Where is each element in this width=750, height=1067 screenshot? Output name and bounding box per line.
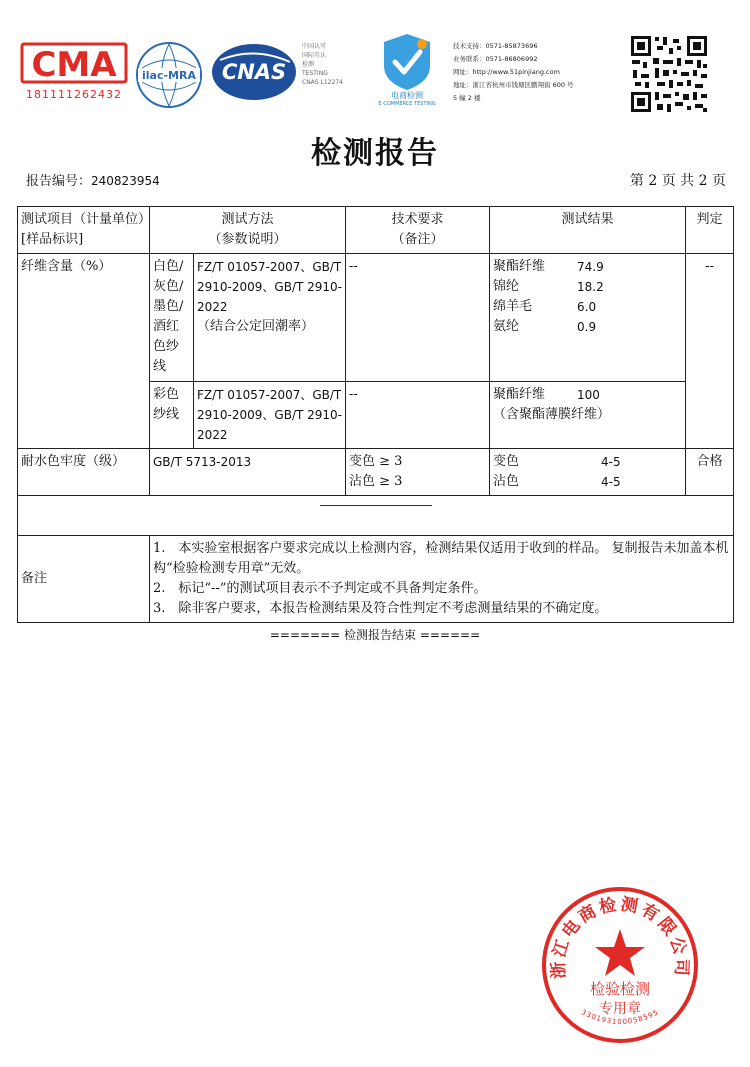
result-cell (490, 254, 686, 382)
water-item: 耐水色牢度（级） (18, 449, 150, 496)
table-header-row (18, 207, 734, 254)
cert-line: 国际互认 (302, 52, 327, 59)
requirement-cell: -- (346, 254, 490, 382)
report-number-value: 240823954 (91, 174, 160, 188)
ilac-text: ilac-MRA (142, 69, 196, 82)
cert-line: 检测 (302, 61, 315, 68)
header-requirement: 技术要求 （备注） (346, 207, 490, 254)
table-row (18, 449, 734, 496)
water-requirement: 变色 ≥ 3 沾色 ≥ 3 (346, 449, 490, 496)
header-judgement: 判定 (686, 207, 734, 254)
result-note: （含聚酯薄膜纤维） (493, 407, 611, 422)
header-test-item: 测试项目（计量单位） [样品标识] (18, 207, 150, 254)
seal-org-name: 浙江电商检测有限公司 (548, 894, 692, 980)
remarks-content (150, 536, 734, 623)
remarks-row (18, 536, 734, 623)
cert-line: TESTING (302, 70, 328, 77)
seal-number: 330193100058595 (579, 1008, 661, 1026)
contact-line: 技术支持：0571-85873696 (453, 42, 538, 50)
star-icon (595, 929, 645, 976)
water-result (490, 449, 686, 496)
ecommerce-testing-logo (366, 30, 448, 106)
result-line: 氨纶 0.9 (493, 319, 597, 334)
cert-line: 中国认可 (302, 43, 327, 50)
cma-logo (20, 40, 128, 102)
cnas-logo (210, 42, 298, 102)
water-judgement: 合格 (686, 449, 734, 496)
result-line: 锦纶 18.2 (493, 279, 604, 294)
method-cell: FZ/T 01057-2007、GB/T 2910-2009、GB/T 2910-2022 （结合公定回潮率） (194, 254, 346, 382)
results-table (17, 206, 734, 623)
table-row (18, 254, 734, 382)
ilac-mra-logo (134, 40, 204, 110)
result-line: 变色 4-5 (493, 454, 621, 469)
cnas-text: CNAS (221, 60, 287, 84)
header-test-method: 测试方法 （参数说明） (150, 207, 346, 254)
cma-number: 181111262432 (26, 88, 122, 101)
remark-item: 1. 本实验室根据客户要求完成以上检测内容，检测结果仅适用于收到的样品。 复制报告未加盖本机构“检验检测专用章”无效。 (153, 541, 729, 576)
fiber-judgement: -- (686, 254, 734, 449)
contact-line: 业务联系：0571-86806992 (453, 55, 538, 63)
cma-text: CMA (31, 45, 117, 85)
report-title: 检测报告 (311, 136, 439, 171)
result-line: 沾色 4-5 (493, 474, 621, 489)
contact-info (453, 40, 623, 105)
report-number (26, 170, 160, 189)
sample-label: 白色/灰色/墨色/酒红色纱线 (150, 254, 194, 382)
report-end-note: ======= 检测报告结束 ====== (269, 628, 481, 642)
seal-line1: 检验检测 (589, 980, 651, 998)
remark-item: 2. 标记“--”的测试项目表示不予判定或不具备判定条件。 (153, 581, 487, 596)
remarks-label: 备注 (18, 536, 150, 623)
official-seal (540, 885, 700, 1045)
fiber-item: 纤维含量（%） (18, 254, 150, 449)
remark-item: 3. 除非客户要求，本报告检测结果及符合性判定不考虑测量结果的不确定度。 (153, 601, 608, 616)
eco-en: E-COMMERCE TESTING (378, 101, 436, 106)
eco-cn: 电商检测 (391, 91, 423, 100)
sample-label: 彩色纱线 (150, 382, 194, 449)
requirement-cell: -- (346, 382, 490, 449)
method-cell: FZ/T 01057-2007、GB/T 2910-2009、GB/T 2910-2022 (194, 382, 346, 449)
contact-line: 地址：浙江省杭州市钱塘区鹏翔街 600 号 (453, 81, 574, 89)
qr-code (629, 34, 709, 114)
blank-row (18, 496, 734, 536)
result-cell (490, 382, 686, 449)
result-line: 聚酯纤维 100 (493, 387, 600, 402)
cert-line: CNAS L12274 (302, 79, 343, 86)
page-indicator: 第 2 页 共 2 页 (629, 173, 726, 189)
accreditation-text (302, 42, 360, 87)
result-line: 聚酯纤维 74.9 (493, 259, 604, 274)
seal-line2: 专用章 (599, 1001, 641, 1017)
header-result: 测试结果 (490, 207, 686, 254)
report-number-label: 报告编号： (26, 174, 92, 189)
contact-line: 网址：http://www.51pinjiang.com (453, 68, 560, 76)
water-method: GB/T 5713-2013 (150, 449, 346, 496)
separator-line (320, 505, 432, 506)
result-line: 绵羊毛 6.0 (493, 299, 597, 314)
contact-line: 5 幢 2 楼 (453, 94, 481, 102)
